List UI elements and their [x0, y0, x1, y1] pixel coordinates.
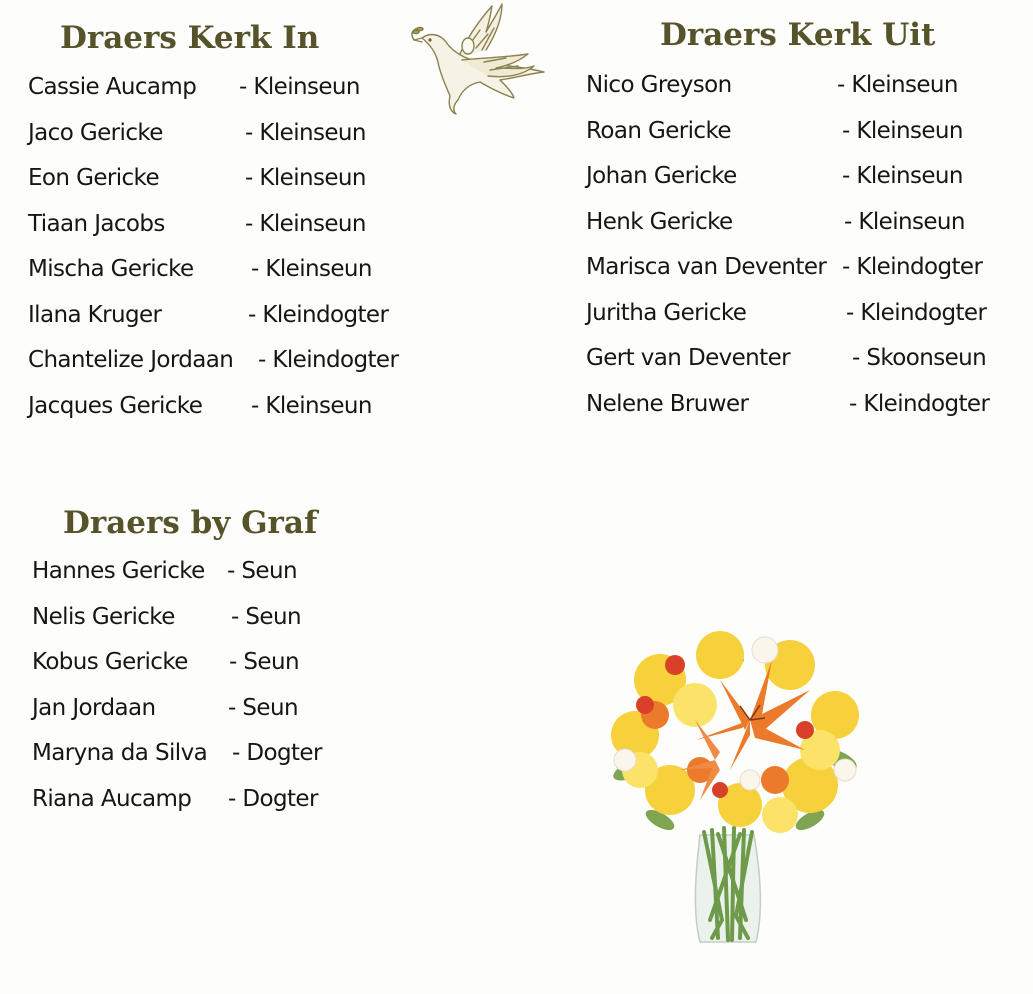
bearer-relation: - Seun [231, 603, 301, 630]
section-title-by-graf: Draers by Graf [63, 505, 318, 541]
bearer-relation: - Seun [227, 558, 297, 584]
bearer-name: Tiaan Jacobs [28, 210, 165, 237]
bearer-relation: - Kleinseun [251, 392, 372, 419]
bearer-relation: - Kleindogter [258, 347, 399, 373]
bearer-relation: - Seun [228, 694, 298, 721]
bearer-relation: - Kleindogter [846, 299, 987, 326]
bearer-relation: - Kleinseun [837, 72, 958, 98]
flower-bouquet-image [600, 620, 870, 960]
bearer-name: Marisca van Deventer [586, 254, 827, 280]
section-title-kerk-in: Draers Kerk In [60, 20, 320, 56]
bearer-relation: - Kleinseun [842, 163, 963, 189]
bearer-name: Henk Gericke [586, 208, 733, 235]
bearer-name: Chantelize Jordaan [28, 347, 234, 373]
section-title-kerk-uit: Draers Kerk Uit [660, 17, 936, 53]
bearer-relation: - Kleinseun [239, 74, 360, 100]
bearer-relation: - Kleinseun [844, 208, 965, 235]
bearer-name: Cassie Aucamp [28, 74, 197, 100]
bearer-name: Johan Gericke [586, 163, 737, 189]
bearer-name: Ilana Kruger [28, 301, 162, 328]
bearer-relation: - Kleinseun [245, 165, 366, 191]
bearer-name: Kobus Gericke [32, 649, 188, 675]
dove-icon [410, 0, 550, 120]
bearer-relation: - Seun [229, 649, 299, 675]
bearer-relation: - Kleindogter [248, 301, 389, 328]
bearer-relation: - Kleinseun [245, 210, 366, 237]
bearer-relation: - Kleindogter [849, 390, 990, 417]
bearer-name: Nelis Gericke [32, 603, 175, 630]
bearer-name: Nico Greyson [586, 72, 732, 98]
bearer-name: Hannes Gericke [32, 558, 205, 584]
bearer-name: Maryna da Silva [32, 740, 208, 766]
bearer-relation: - Skoonseun [852, 345, 987, 371]
bearer-name: Jan Jordaan [32, 694, 156, 721]
bearer-name: Mischa Gericke [28, 256, 194, 282]
bearer-relation: - Kleinseun [245, 119, 366, 146]
bearer-relation: - Kleindogter [842, 254, 983, 280]
bearer-name: Juritha Gericke [586, 299, 747, 326]
bearer-name: Eon Gericke [28, 165, 160, 191]
bearer-name: Gert van Deventer [586, 345, 790, 371]
bearer-name: Jacques Gericke [28, 392, 203, 419]
bearer-name: Riana Aucamp [32, 785, 192, 812]
bearer-relation: - Dogter [228, 785, 318, 812]
bearer-relation: - Kleinseun [251, 256, 372, 282]
bearer-relation: - Dogter [232, 740, 322, 766]
bearer-relation: - Kleinseun [842, 117, 963, 144]
bearer-name: Jaco Gericke [28, 119, 163, 146]
bearer-name: Roan Gericke [586, 117, 731, 144]
bearer-name: Nelene Bruwer [586, 390, 749, 417]
